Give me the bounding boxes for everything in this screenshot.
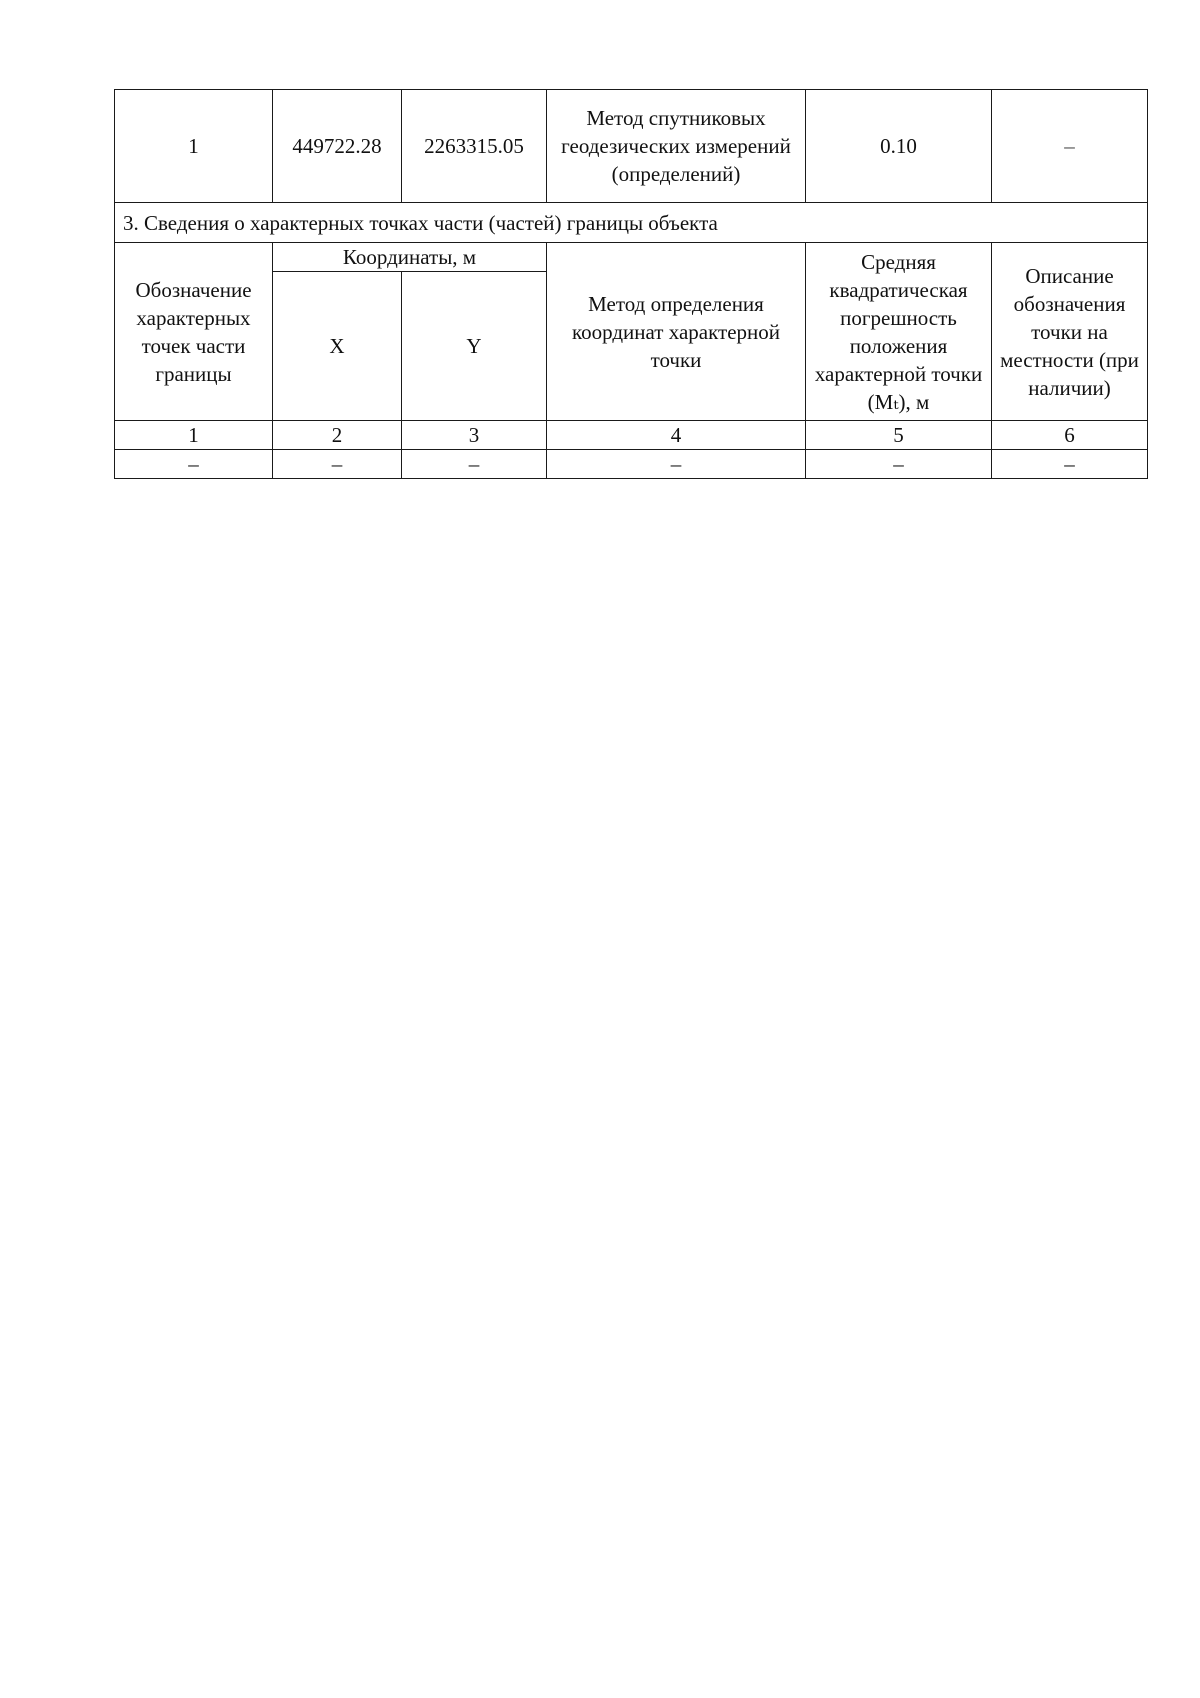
column-number: 2	[273, 421, 402, 450]
column-number: 3	[402, 421, 547, 450]
column-number: 4	[547, 421, 806, 450]
header-coordinates: Координаты, м	[273, 243, 547, 272]
empty-cell: –	[992, 450, 1148, 479]
empty-cell: –	[273, 450, 402, 479]
column-number: 6	[992, 421, 1148, 450]
empty-cell: –	[402, 450, 547, 479]
header-x: X	[273, 272, 402, 421]
point-method-cell: Метод спутниковых геодезических измерений (определений)	[547, 90, 806, 203]
table-row	[115, 450, 1148, 479]
empty-cell: –	[115, 450, 273, 479]
table-row	[115, 90, 1148, 203]
header-designation: Обозначение характерных точек части границы	[115, 243, 273, 421]
section-title-row	[115, 203, 1148, 243]
empty-cell: –	[547, 450, 806, 479]
header-y: Y	[402, 272, 547, 421]
header-accuracy: Средняя квадратическая погрешность положения характерной точки (Mₜ), м	[806, 243, 992, 421]
boundary-points-table	[114, 89, 1148, 479]
point-number-cell: 1	[115, 90, 273, 203]
column-number: 5	[806, 421, 992, 450]
point-description-cell: –	[992, 90, 1148, 203]
point-accuracy-cell: 0.10	[806, 90, 992, 203]
column-number: 1	[115, 421, 273, 450]
header-row	[115, 243, 1148, 272]
header-description: Описание обозначения точки на местности (при наличии)	[992, 243, 1148, 421]
point-x-cell: 449722.28	[273, 90, 402, 203]
empty-cell: –	[806, 450, 992, 479]
header-method: Метод определения координат характерной точки	[547, 243, 806, 421]
section-title: 3. Сведения о характерных точках части (частей) границы объекта	[115, 203, 1148, 243]
column-numbers-row	[115, 421, 1148, 450]
point-y-cell: 2263315.05	[402, 90, 547, 203]
